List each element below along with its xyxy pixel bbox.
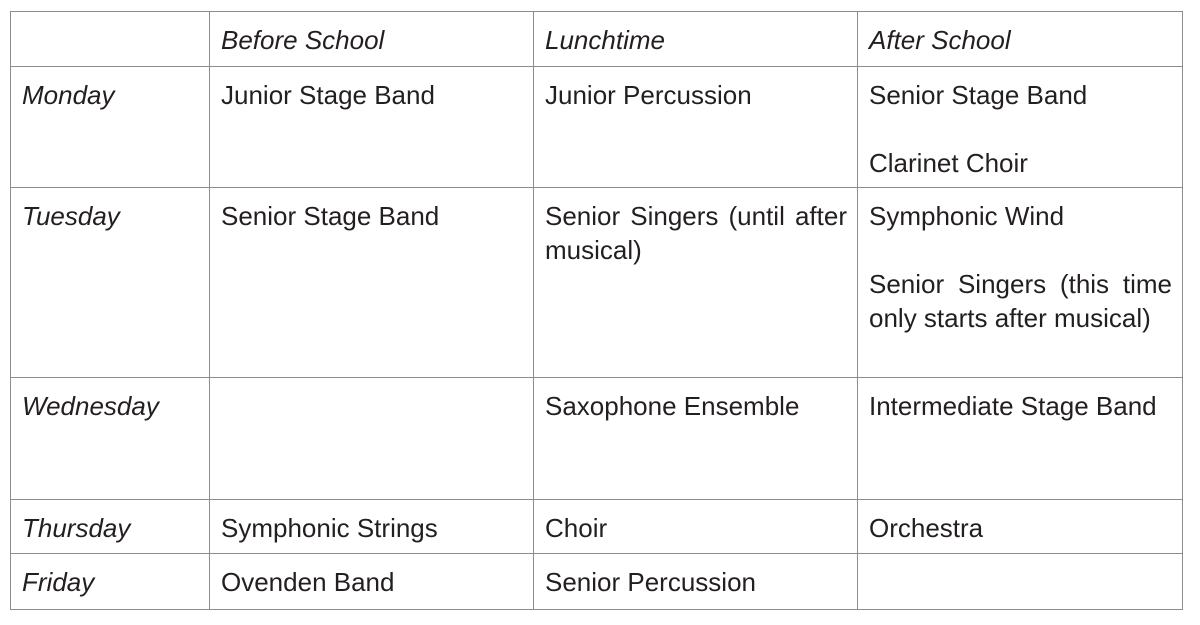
activity-entry: Senior Singers (until after musical) <box>545 201 847 265</box>
day-label-thursday: Thursday <box>11 500 210 554</box>
cell-friday-before-school <box>210 554 534 610</box>
activity-entry: Saxophone Ensemble <box>545 391 800 421</box>
cell-monday-lunchtime <box>534 67 858 188</box>
cell-friday-after-school <box>858 554 1183 610</box>
table-row-monday <box>11 67 1183 188</box>
column-header-before-school: Before School <box>210 12 534 67</box>
table-row-thursday <box>11 500 1183 554</box>
cell-thursday-after-school <box>858 500 1183 554</box>
cell-friday-lunchtime <box>534 554 858 610</box>
activity-entry: Senior Percussion <box>545 567 756 597</box>
activity-entry: Orchestra <box>869 513 984 543</box>
activity-entry: Junior Percussion <box>545 80 752 110</box>
cell-tuesday-after-school <box>858 188 1183 378</box>
activity-entry: Ovenden Band <box>221 567 395 597</box>
column-header-lunchtime: Lunchtime <box>534 12 858 67</box>
cell-tuesday-before-school <box>210 188 534 378</box>
cell-wednesday-lunchtime <box>534 378 858 500</box>
activity-entry: Junior Stage Band <box>221 80 435 110</box>
activity-entry: Senior Stage Band <box>869 80 1088 110</box>
cell-wednesday-after-school <box>858 378 1183 500</box>
cell-monday-before-school <box>210 67 534 188</box>
cell-tuesday-lunchtime <box>534 188 858 378</box>
activity-entry: Clarinet Choir <box>869 148 1028 178</box>
day-label-wednesday: Wednesday <box>11 378 210 500</box>
activity-entry: Senior Stage Band <box>221 201 440 231</box>
cell-monday-after-school <box>858 67 1183 188</box>
column-header-after-school: After School <box>858 12 1183 67</box>
table-row-wednesday <box>11 378 1183 500</box>
activity-entry: Symphonic Wind <box>869 201 1065 231</box>
activity-entry: Choir <box>545 513 608 543</box>
cell-thursday-lunchtime <box>534 500 858 554</box>
activity-entry: Intermediate Stage Band <box>869 391 1157 421</box>
table-row-tuesday <box>11 188 1183 378</box>
day-label-tuesday: Tuesday <box>11 188 210 378</box>
cell-wednesday-before-school <box>210 378 534 500</box>
table-row-friday <box>11 554 1183 610</box>
music-schedule-table <box>10 11 1183 610</box>
header-row <box>11 12 1183 67</box>
cell-thursday-before-school <box>210 500 534 554</box>
corner-cell <box>11 12 210 67</box>
activity-entry: Senior Singers (this time only starts after musical) <box>869 269 1172 333</box>
activity-entry: Symphonic Strings <box>221 513 438 543</box>
day-label-monday: Monday <box>11 67 210 188</box>
day-label-friday: Friday <box>11 554 210 610</box>
